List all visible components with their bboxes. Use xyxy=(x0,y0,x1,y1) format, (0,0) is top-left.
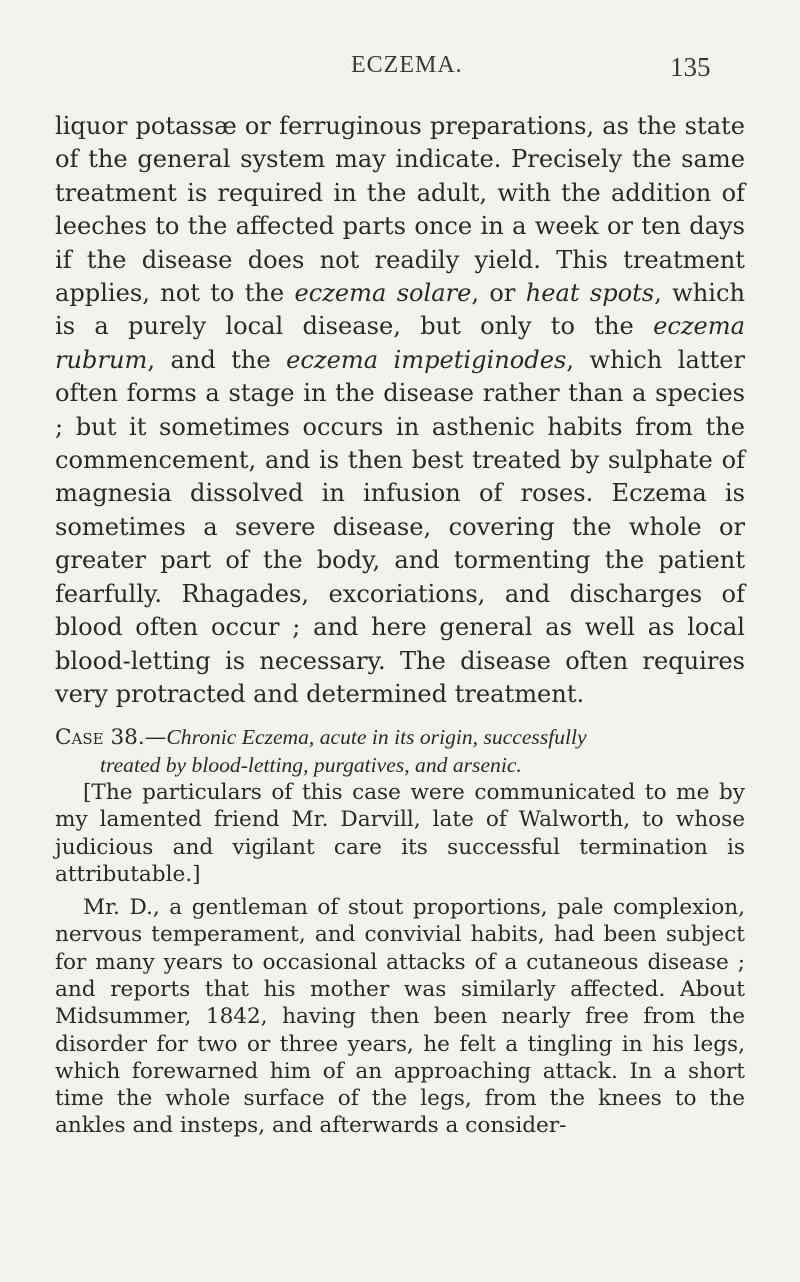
text-run: liquor potassæ or ferruginous preparations, as the state of the general system may indicate. Precisely the same treatment is required in the adult, with the addition of leeches to the affected parts once in a week or ten days if the disease does not readily yield. This treatment applies, not to the xyxy=(55,112,745,308)
case-title-line-2: treated by blood-letting, purgatives, and arsenic. xyxy=(100,752,522,777)
running-header xyxy=(0,52,800,92)
page-number: 135 xyxy=(670,52,711,82)
text-run: , or xyxy=(471,279,526,308)
paragraph-particulars: [The particulars of this case were communicated to me by my lamented friend Mr. Darvill, late of Walworth, to whose judicious and vigilant care its successful termination is attributable.] xyxy=(55,779,745,887)
text-run: , and the xyxy=(147,345,287,374)
italic-term: eczema impetiginodes xyxy=(286,345,567,374)
text-run: , which latter often forms a stage in the disease rather than a species ; but it sometimes occurs in asthenic habits from the commencement, and is then best treated by sulphate of magnesia dissolved in infusion of roses. Eczema is sometimes a severe disease, covering the whole or greater part of the body, and tormenting the patient fearfully. Rhagades, excoriations, and discharges of blood often occur ; and here general as well as local blood-letting is necessary. The disease often requires very protracted and determined treatment. xyxy=(55,345,745,708)
case-heading xyxy=(55,724,745,779)
running-title: ECZEMA. xyxy=(351,52,463,78)
text-run: , which is a purely local disease, but only to the xyxy=(55,279,745,341)
body-text xyxy=(55,110,745,1140)
case-title-line-1: Chronic Eczema, acute in its origin, successfully xyxy=(166,725,587,750)
paragraph-treatment xyxy=(55,110,745,711)
italic-term: eczema solare xyxy=(294,279,472,308)
case-heading-line-1 xyxy=(55,724,745,751)
paragraph-case-history: Mr. D., a gentleman of stout proportions, pale complexion, nervous temperament, and convivial habits, had been subject for many years to occasional attacks of a cutaneous disease ; and reports that his mother was similarly affected. About Midsummer, 1842, having then been nearly free from the disorder for two or three years, he felt a tingling in his legs, which forewarned him of an approaching attack. In a short time the whole surface of the legs, from the knees to the ankles and insteps, and afterwards a consider- xyxy=(55,895,745,1139)
italic-term: heat spots xyxy=(525,279,655,308)
italic-term: eczema rubrum xyxy=(55,312,745,374)
case-label: Case 38.— xyxy=(55,725,167,751)
